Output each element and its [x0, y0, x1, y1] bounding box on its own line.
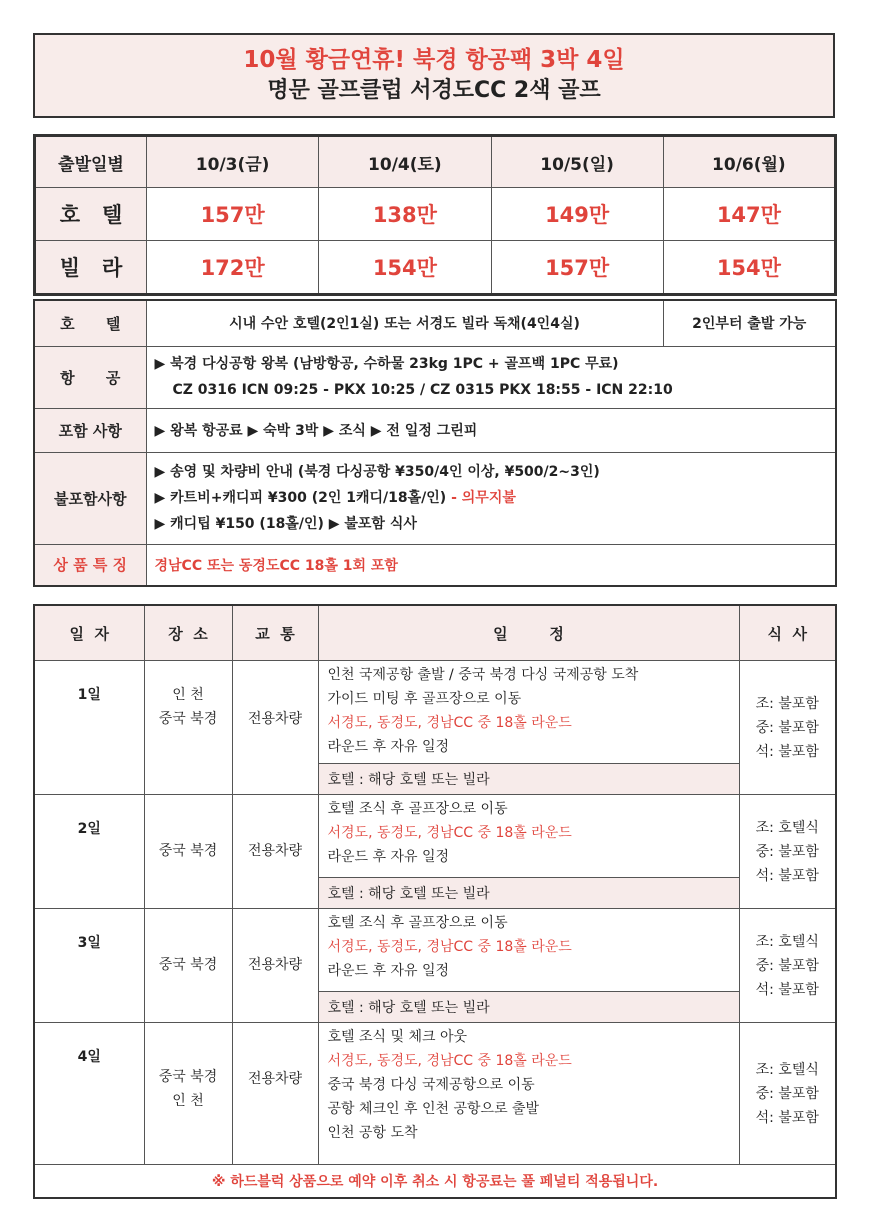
- place-header: 장 소: [144, 605, 232, 661]
- day-cell: 4일: [34, 1023, 144, 1165]
- plan-line-golf: 서경도, 동경도, 경남CC 중 18홀 라운드: [327, 939, 572, 955]
- price-cell: 154만: [319, 241, 491, 295]
- flight-details: [146, 346, 836, 408]
- mandatory-payment-note: - 의무지불: [446, 490, 516, 506]
- flight-route: ▶ 북경 다싱공항 왕복 (남방항공, 수하물 23kg 1PC + 골프백 1PC 무료): [154, 356, 619, 372]
- place-cell: [144, 1023, 232, 1165]
- excluded-caddie-tip: ▶ 캐디팁 ¥150 (18홀/인) ▶ 불포함 식사: [154, 516, 417, 532]
- table-row: [34, 909, 836, 992]
- place-line: 인 천: [172, 687, 204, 703]
- excluded-label: 불포함사항: [34, 452, 146, 544]
- cart-caddie-fee: ▶ 카트비+캐디피 ¥300 (2인 1캐디/18홀/인): [154, 490, 447, 506]
- table-row: [34, 795, 836, 878]
- meal-cell: [739, 909, 836, 1023]
- plan-cell: [318, 909, 739, 992]
- place-line: 중국 북경: [158, 711, 218, 727]
- excluded-transfer: ▶ 송영 및 차량비 안내 (북경 다싱공항 ¥350/4인 이상, ¥500/2~3인): [154, 464, 600, 480]
- plan-line: 중국 북경 다싱 국제공항으로 이동: [327, 1077, 535, 1093]
- meal-breakfast: 조: 호텔식: [755, 819, 819, 836]
- excluded-details: [146, 452, 836, 544]
- meal-lunch: 중: 불포함: [755, 1085, 819, 1102]
- plan-line-golf: 서경도, 동경도, 경남CC 중 18홀 라운드: [327, 1053, 572, 1069]
- min-departure-note: 2인부터 출발 가능: [663, 300, 836, 346]
- plan-line-golf: 서경도, 동경도, 경남CC 중 18홀 라운드: [327, 715, 572, 731]
- hotel-line: 호텔 : 해당 호텔 또는 빌라: [318, 992, 739, 1023]
- hotel-row-label: 호 텔: [35, 188, 147, 241]
- plan-line: 라운드 후 자유 일정: [327, 849, 450, 865]
- page-subtitle: 명문 골프클럽 서경도CC 2색 골프: [267, 78, 601, 103]
- departure-date-label: 출발일별: [35, 136, 147, 188]
- date-header: 10/5(일): [491, 136, 663, 188]
- meal-lunch: 중: 불포함: [755, 957, 819, 974]
- price-cell: 154만: [663, 241, 835, 295]
- plan-line: 인천 국제공항 출발 / 중국 북경 다싱 국제공항 도착: [327, 667, 639, 683]
- meal-header: 식 사: [739, 605, 836, 661]
- price-table: [33, 134, 837, 296]
- plan-line: 가이드 미팅 후 골프장으로 이동: [327, 691, 522, 707]
- plan-line: 호텔 조식 후 골프장으로 이동: [327, 801, 508, 817]
- table-row: [34, 1023, 836, 1165]
- plan-line: 공항 체크인 후 인천 공항으로 출발: [327, 1101, 540, 1117]
- transport-cell: 전용차량: [232, 909, 318, 1023]
- meal-cell: [739, 1023, 836, 1165]
- info-table: [33, 299, 837, 587]
- transport-cell: 전용차량: [232, 661, 318, 795]
- price-cell: 138만: [319, 188, 491, 241]
- plan-header: 일 정: [318, 605, 739, 661]
- plan-line: 인천 공항 도착: [327, 1125, 418, 1141]
- price-cell: 149만: [491, 188, 663, 241]
- excluded-cart-caddie: [155, 485, 828, 511]
- flight-label: 항 공: [34, 346, 146, 408]
- cancellation-note: ※ 하드블럭 상품으로 예약 이후 취소 시 항공료는 풀 페널티 적용됩니다.: [34, 1165, 836, 1199]
- meal-dinner: 석: 불포함: [755, 867, 819, 884]
- transport-cell: 전용차량: [232, 795, 318, 909]
- meal-cell: [739, 795, 836, 909]
- meal-cell: [739, 661, 836, 795]
- place-cell: [144, 661, 232, 795]
- transport-cell: 전용차량: [232, 1023, 318, 1165]
- price-cell: 157만: [491, 241, 663, 295]
- transport-header: 교 통: [232, 605, 318, 661]
- meal-dinner: 석: 불포함: [755, 743, 819, 760]
- date-header: 10/3(금): [147, 136, 319, 188]
- plan-line: 라운드 후 자유 일정: [327, 739, 450, 755]
- place-line: 중국 북경: [158, 843, 218, 859]
- date-header: 10/4(토): [319, 136, 491, 188]
- place-cell: [144, 909, 232, 1023]
- feature-label: 상 품 특 징: [34, 544, 146, 586]
- feature-value: 경남CC 또는 동경도CC 18홀 1회 포함: [146, 544, 836, 586]
- price-cell: 157만: [147, 188, 319, 241]
- hotel-info-label: 호 텔: [34, 300, 146, 346]
- hotel-info-value: 시내 수안 호텔(2인1실) 또는 서경도 빌라 독채(4인4실): [146, 300, 663, 346]
- meal-dinner: 석: 불포함: [755, 981, 819, 998]
- plan-line: 호텔 조식 후 골프장으로 이동: [327, 915, 508, 931]
- day-header: 일 자: [34, 605, 144, 661]
- table-row: [34, 661, 836, 764]
- price-cell: 172만: [147, 241, 319, 295]
- villa-row-label: 빌 라: [35, 241, 147, 295]
- meal-dinner: 석: 불포함: [755, 1109, 819, 1126]
- plan-line: 호텔 조식 및 체크 아웃: [327, 1029, 468, 1045]
- hotel-line: 호텔 : 해당 호텔 또는 빌라: [318, 878, 739, 909]
- plan-line-golf: 서경도, 동경도, 경남CC 중 18홀 라운드: [327, 825, 572, 841]
- included-value: ▶ 왕복 항공료 ▶ 숙박 3박 ▶ 조식 ▶ 전 일정 그린피: [146, 408, 836, 452]
- meal-breakfast: 조: 호텔식: [755, 933, 819, 950]
- meal-lunch: 중: 불포함: [755, 719, 819, 736]
- place-line: 인 천: [172, 1093, 204, 1109]
- flight-schedule: CZ 0316 ICN 09:25 - PKX 10:25 / CZ 0315 PKX 18:55 - ICN 22:10: [172, 382, 673, 398]
- day-cell: 2일: [34, 795, 144, 909]
- hotel-line: 호텔 : 해당 호텔 또는 빌라: [318, 764, 739, 795]
- included-label: 포함 사항: [34, 408, 146, 452]
- title-box: [33, 33, 835, 118]
- date-header: 10/6(월): [663, 136, 835, 188]
- plan-cell: [318, 1023, 739, 1165]
- place-cell: [144, 795, 232, 909]
- day-cell: 1일: [34, 661, 144, 795]
- page-title: 10월 황금연휴! 북경 항공팩 3박 4일: [243, 47, 625, 73]
- place-line: 중국 북경: [158, 957, 218, 973]
- meal-breakfast: 조: 호텔식: [755, 1061, 819, 1078]
- price-cell: 147만: [663, 188, 835, 241]
- plan-cell: [318, 795, 739, 878]
- day-cell: 3일: [34, 909, 144, 1023]
- plan-line: 라운드 후 자유 일정: [327, 963, 450, 979]
- plan-cell: [318, 661, 739, 764]
- schedule-table: [33, 604, 837, 1199]
- place-line: 중국 북경: [158, 1069, 218, 1085]
- meal-lunch: 중: 불포함: [755, 843, 819, 860]
- meal-breakfast: 조: 불포함: [755, 695, 819, 712]
